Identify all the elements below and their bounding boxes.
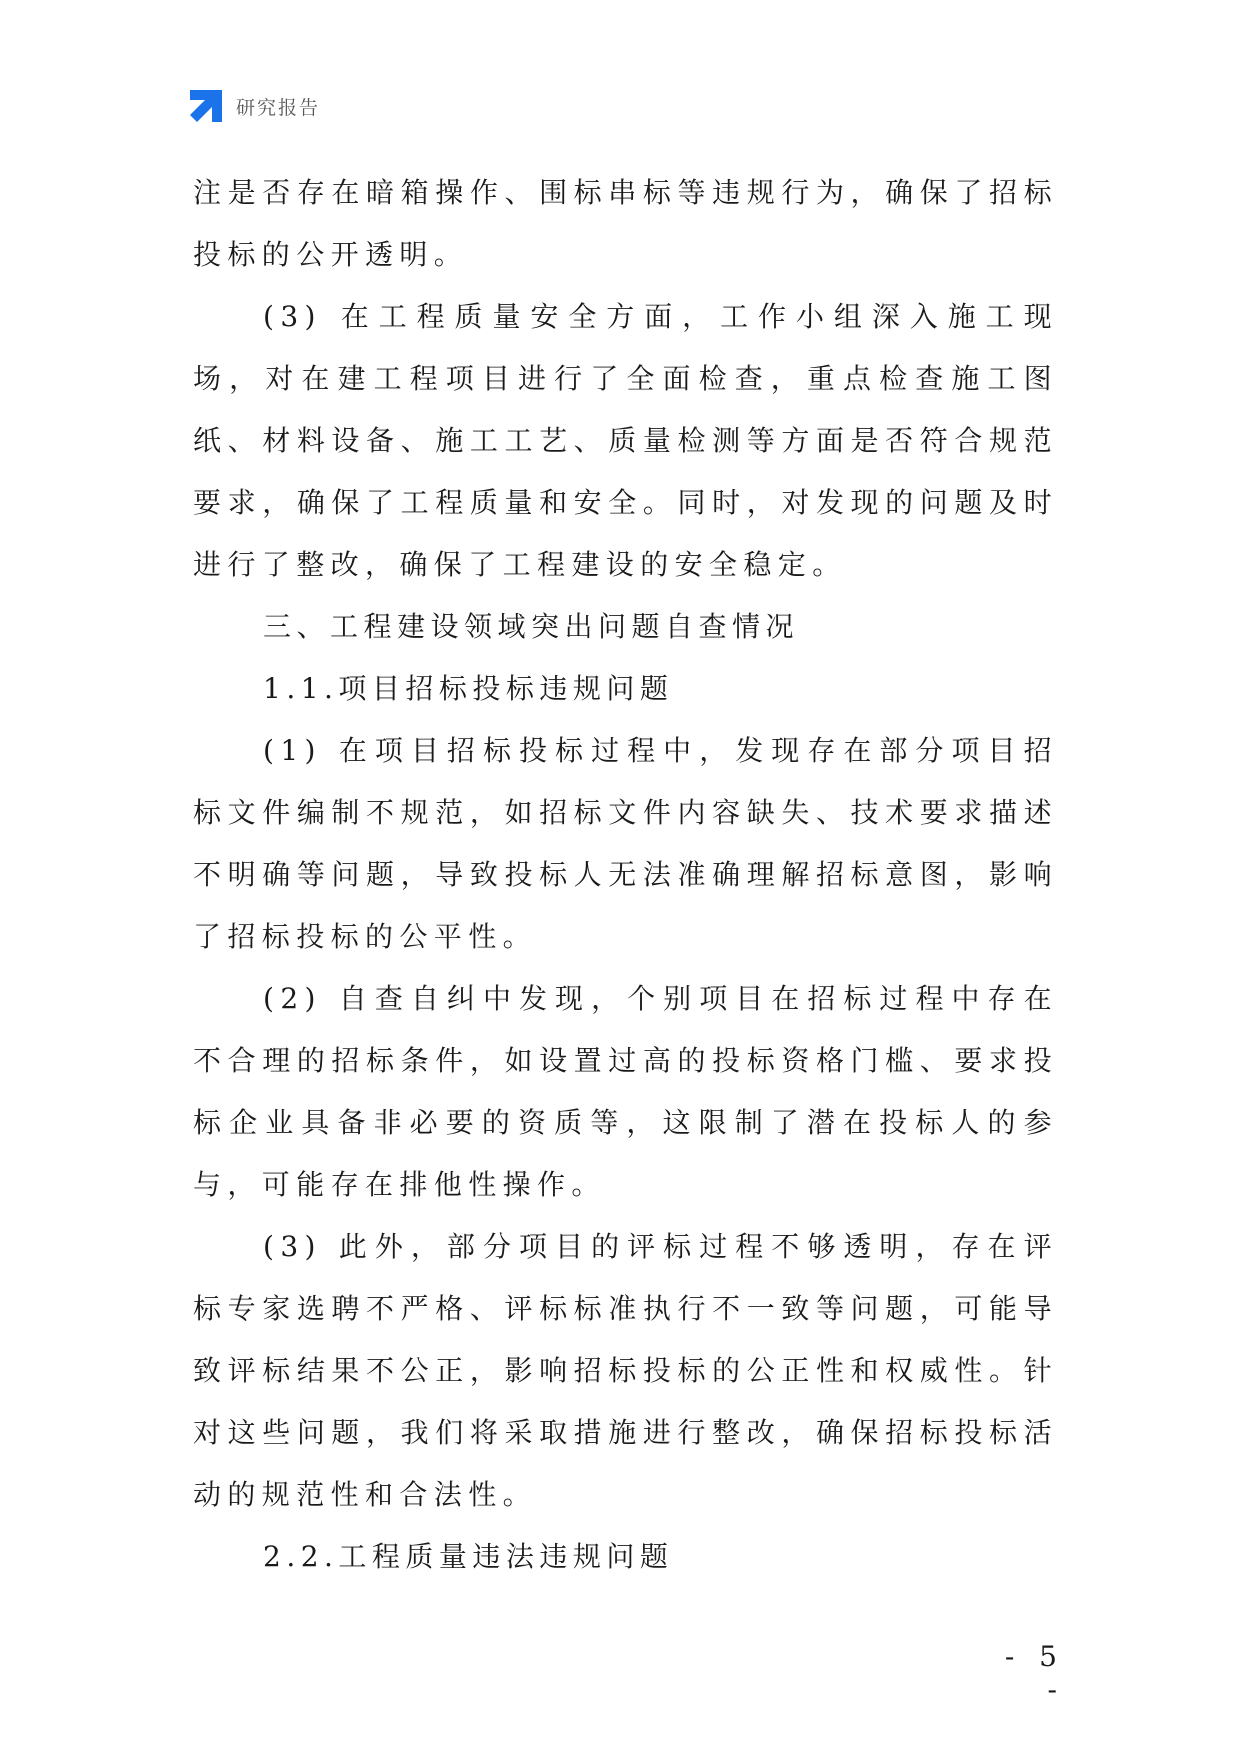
paragraph-bidding-2: (2) 自查自纠中发现，个别项目在招标过程中存在不合理的招标条件，如设置过高的投标资格门槛、要求投标企业具备非必要的资质等，这限制了潜在投标人的参与，可能存在排他性操作。 xyxy=(193,982,1058,1201)
paragraph-bidding-1: (1) 在项目招标投标过程中，发现存在部分项目招标文件编制不规范，如招标文件内容缺失、技术要求描述不明确等问题，导致投标人无法准确理解招标意图，影响了招标投标的公平性。 xyxy=(193,734,1058,953)
paragraph-bidding-3: (3) 此外，部分项目的评标过程不够透明，存在评标专家选聘不严格、评标标准执行不一致等问题，可能导致评标结果不公正，影响招标投标的公正性和权威性。针对这些问题，我们将采取措施进行整改，确保招标投标活动的规范性和合法性。 xyxy=(193,1230,1058,1511)
section-heading: 三、工程建设领域突出问题自查情况 xyxy=(263,610,800,643)
report-header xyxy=(190,90,320,122)
subsection-heading-quality: 2.2.工程质量违法违规问题 xyxy=(263,1540,674,1573)
subsection-heading-bidding: 1.1.项目招标投标违规问题 xyxy=(263,672,674,705)
arrow-logo-icon xyxy=(190,90,222,122)
document-body xyxy=(193,162,1058,1588)
paragraph-quality-safety: (3) 在工程质量安全方面，工作小组深入施工现场，对在建工程项目进行了全面检查，重点检查施工图纸、材料设备、施工工艺、质量检测等方面是否符合规范要求，确保了工程质量和安全。同时，对发现的问题及时进行了整改，确保了工程建设的安全稳定。 xyxy=(193,300,1058,581)
report-header-title: 研究报告 xyxy=(236,96,321,119)
paragraph-continued: 注是否存在暗箱操作、围标串标等违规行为，确保了招标投标的公开透明。 xyxy=(193,176,1058,271)
page-number: - 5 - xyxy=(1004,1640,1065,1706)
